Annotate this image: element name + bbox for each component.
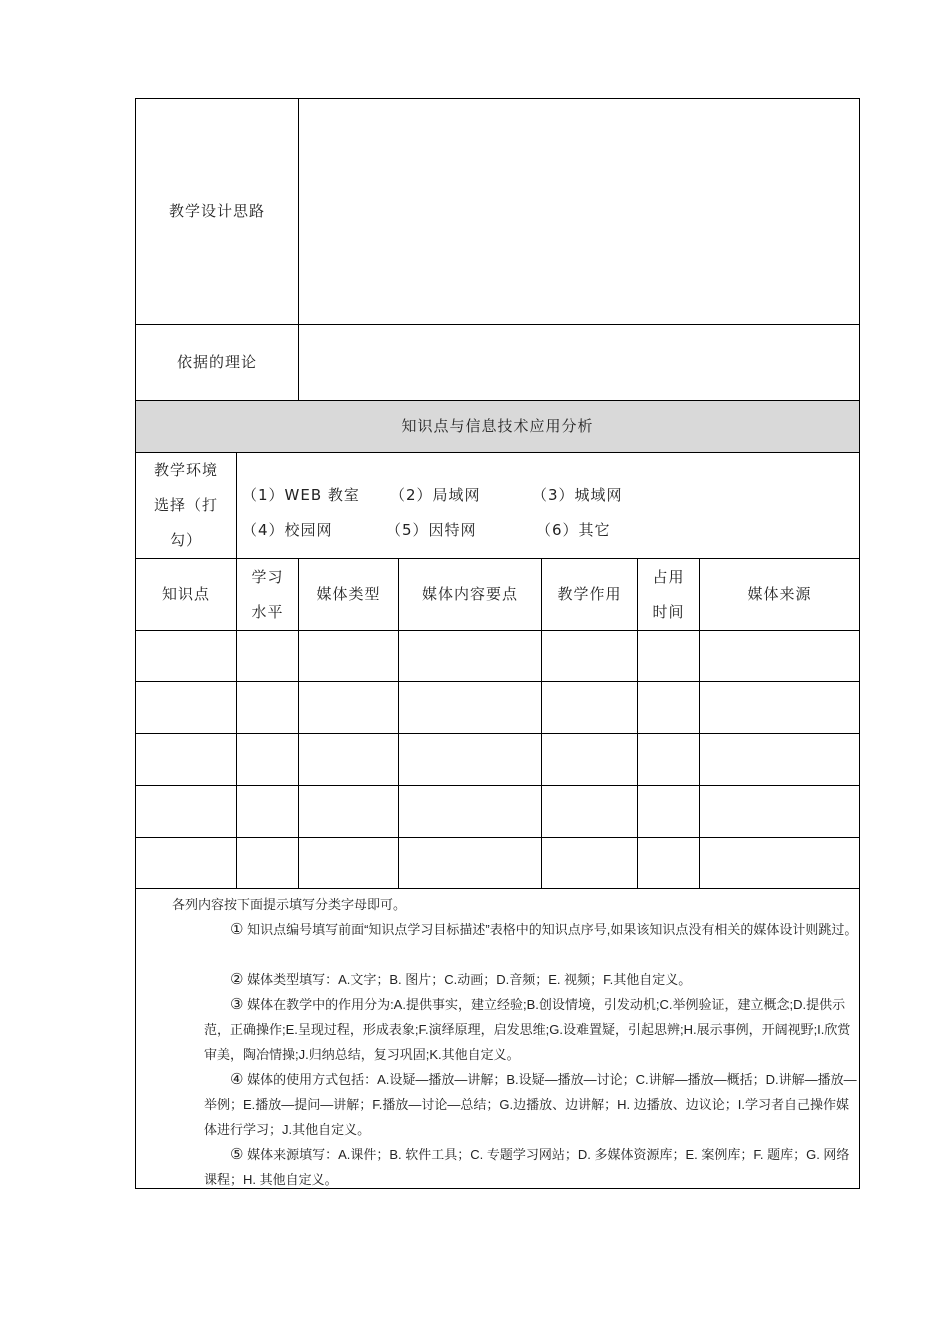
cell-teaching-role[interactable] xyxy=(542,631,637,681)
cell-knowledge[interactable] xyxy=(136,631,236,681)
environment-label-line: 选择（打 xyxy=(153,496,218,514)
environment-option-campus-net[interactable]: （4）校园网 xyxy=(242,521,333,539)
cell-teaching-role[interactable] xyxy=(542,838,637,888)
cell-media-content[interactable] xyxy=(399,734,541,785)
cell-time[interactable] xyxy=(638,838,699,888)
row-divider xyxy=(135,888,860,889)
environment-option-lan[interactable]: （2）局域网 xyxy=(390,486,481,504)
cell-learning-level[interactable] xyxy=(237,838,298,888)
header-media-content: 媒体内容要点 xyxy=(421,585,518,603)
header-time-line: 时间 xyxy=(652,602,685,621)
cell-media-content[interactable] xyxy=(399,838,541,888)
cell-learning-level[interactable] xyxy=(237,734,298,785)
cell-media-source[interactable] xyxy=(700,838,859,888)
cell-learning-level[interactable] xyxy=(237,682,298,733)
cell-teaching-role[interactable] xyxy=(542,682,637,733)
instruction-number: ① xyxy=(230,921,244,938)
cell-time[interactable] xyxy=(638,682,699,733)
cell-media-type[interactable] xyxy=(299,786,398,837)
environment-label xyxy=(136,453,236,558)
instruction-text: 媒体来源填写：A.课件；B. 软件工具；C. 专题学习网站；D. 多媒体资源库；E. 案例库；F. 题库；G. 网络课程；H. 其他自定义。 xyxy=(204,1147,850,1187)
header-time-line: 占用 xyxy=(652,567,685,586)
instruction-item-4 xyxy=(204,1067,858,1142)
teaching-design-thinking-label: 教学设计思路 xyxy=(168,202,265,220)
instruction-text: 媒体的使用方式包括：A.设疑—播放—讲解；B.设疑—播放—讨论；C.讲解—播放—概括；D.讲解—播放—举例；E.播放—提问—讲解；F.播放—讨论—总结；G.边播放、边讲解；H. 边播放、边议论；I.学习者自己操作媒体进行学习；J.其他自定义。 xyxy=(204,1072,857,1137)
header-media-type: 媒体类型 xyxy=(316,585,381,603)
instruction-number: ⑤ xyxy=(230,1146,244,1163)
environment-option-man[interactable]: （3）城域网 xyxy=(532,486,623,504)
instruction-item-1 xyxy=(204,917,858,942)
cell-time[interactable] xyxy=(638,631,699,681)
header-learning-level-line: 学习 xyxy=(251,567,284,586)
environment-option-other[interactable]: （6）其它 xyxy=(536,521,611,539)
instruction-text: 媒体类型填写：A.文字；B. 图片；C.动画；D.音频；E. 视频；F.其他自定义。 xyxy=(243,972,692,987)
cell-media-content[interactable] xyxy=(399,631,541,681)
instructions-intro: 各列内容按下面提示填写分类字母即可。 xyxy=(172,897,407,912)
instruction-number: ④ xyxy=(230,1071,244,1088)
instruction-item-3 xyxy=(204,992,858,1067)
instruction-number: ③ xyxy=(230,996,244,1013)
environment-label-line: 勾） xyxy=(169,531,202,549)
cell-learning-level[interactable] xyxy=(237,631,298,681)
teaching-design-thinking-field[interactable] xyxy=(299,99,859,324)
cell-knowledge[interactable] xyxy=(136,786,236,837)
cell-media-source[interactable] xyxy=(700,631,859,681)
cell-time[interactable] xyxy=(638,734,699,785)
fill-instructions xyxy=(136,890,858,1188)
cell-teaching-role[interactable] xyxy=(542,786,637,837)
cell-media-type[interactable] xyxy=(299,838,398,888)
environment-label-line: 教学环境 xyxy=(153,461,218,479)
cell-learning-level[interactable] xyxy=(237,786,298,837)
row-divider xyxy=(135,452,860,453)
theory-basis-field[interactable] xyxy=(299,325,859,400)
cell-knowledge[interactable] xyxy=(136,734,236,785)
environment-option-internet[interactable]: （5）因特网 xyxy=(386,521,477,539)
header-time xyxy=(638,559,699,630)
environment-option-web-classroom[interactable]: （1）WEB 教室 xyxy=(242,486,360,504)
instruction-text: 知识点编号填写前面“知识点学习目标描述”表格中的知识点序号,如果该知识点没有相关的媒体设计则跳过。 xyxy=(243,922,858,937)
header-learning-level-line: 水平 xyxy=(251,602,284,621)
cell-time[interactable] xyxy=(638,786,699,837)
instruction-item-2 xyxy=(204,967,858,992)
header-learning-level xyxy=(237,559,298,630)
cell-teaching-role[interactable] xyxy=(542,734,637,785)
cell-media-type[interactable] xyxy=(299,682,398,733)
instruction-text: 媒体在教学中的作用分为:A.提供事实，建立经验;B.创设情境，引发动机;C.举例验证，建立概念;D.提供示范，正确操作;E.呈现过程，形成表象;F.演绎原理，启发思维;G.设难置疑，引起思辨;H.展示事例，开阔视野;I.欣赏审美，陶冶情操;J.归纳总结，复习巩固;K.其他自定义。 xyxy=(204,997,851,1062)
cell-media-content[interactable] xyxy=(399,786,541,837)
instruction-item-5 xyxy=(204,1142,858,1192)
cell-media-content[interactable] xyxy=(399,682,541,733)
header-media-source: 媒体来源 xyxy=(747,585,812,603)
cell-media-type[interactable] xyxy=(299,734,398,785)
cell-media-type[interactable] xyxy=(299,631,398,681)
cell-media-source[interactable] xyxy=(700,682,859,733)
cell-media-source[interactable] xyxy=(700,734,859,785)
instruction-number: ② xyxy=(230,971,244,988)
col-divider xyxy=(236,452,237,558)
cell-media-source[interactable] xyxy=(700,786,859,837)
section-title: 知识点与信息技术应用分析 xyxy=(401,417,594,435)
header-teaching-role: 教学作用 xyxy=(557,585,622,603)
cell-knowledge[interactable] xyxy=(136,682,236,733)
theory-basis-label: 依据的理论 xyxy=(176,353,257,371)
header-knowledge: 知识点 xyxy=(161,585,210,603)
cell-knowledge[interactable] xyxy=(136,838,236,888)
